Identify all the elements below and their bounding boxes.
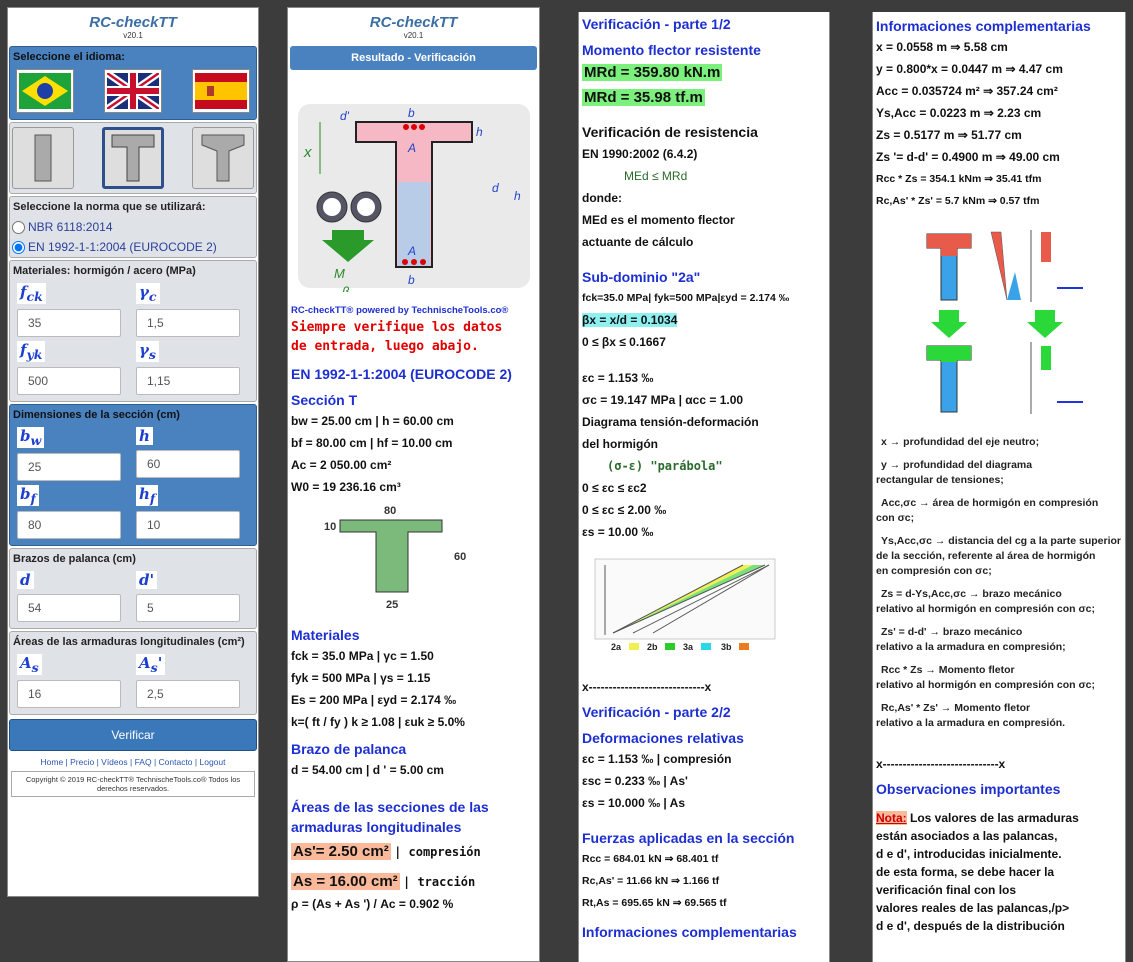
section-line-1: bw = 25.00 cm | h = 60.00 cm [291, 414, 454, 428]
verif-resistance-title: Verificación de resistencia [582, 124, 758, 140]
contact-link[interactable]: Contacto [158, 757, 193, 767]
materials-panel [9, 260, 257, 402]
d-input[interactable]: 54 [17, 594, 121, 622]
materials-title: Materiales: hormigón / acero (MPa) [13, 265, 196, 277]
sigma-c-line: σc = 19.147 MPa | αcc = 1.00 [582, 393, 744, 407]
videos-link[interactable]: Vídeos [101, 757, 128, 767]
dim-bottom: 25 [386, 599, 399, 611]
fck-input[interactable]: 35 [17, 309, 121, 337]
gamma-c-label: $\gamma_c$ [136, 283, 160, 304]
eps-c-line: εc = 1.153 ‰ [582, 371, 654, 385]
bw-label: $b_w$ [17, 427, 44, 448]
bf-label: $b_f$ [17, 485, 39, 506]
d-prime-input[interactable]: 5 [136, 594, 240, 622]
eps-s-line: εs = 10.00 ‰ [582, 525, 654, 539]
rect-section-icon [20, 133, 66, 183]
observations-title: Observaciones importantes [876, 781, 1061, 797]
language-title: Seleccione el idioma: [13, 51, 125, 63]
norm-nbr-radio[interactable] [10, 217, 256, 237]
t-section-icon [110, 133, 156, 183]
tapered-t-section-button[interactable] [192, 127, 254, 189]
fck-label: $f_{ck}$ [17, 283, 46, 304]
app-name: RC-checkTT [89, 14, 177, 31]
verif-part1-title: Verificación - parte 1/2 [582, 16, 731, 32]
med-line-1: MEd es el momento flector [582, 213, 735, 227]
section-line-3: Ac = 2 050.00 cm² [291, 458, 392, 472]
note-y-a: y → profundidad del diagrama [881, 459, 1033, 471]
home-link[interactable]: Home [40, 757, 64, 767]
obs-line-6: valores reales de las palancas,/p> [876, 901, 1070, 915]
areas-panel [9, 631, 257, 715]
flag-spain-button[interactable] [192, 69, 250, 113]
price-link[interactable]: Precio [70, 757, 95, 767]
note-ys-a: Ys,Acc,σc → distancia del cg a la parte superior [881, 535, 1122, 547]
legend-2a: 2a [611, 642, 622, 652]
spain-flag-icon [195, 73, 247, 109]
note-ys-b: de la sección, referente al área de hormigón [876, 550, 1096, 562]
hf-label: $h_f$ [136, 485, 158, 506]
as-input[interactable]: 16 [17, 680, 121, 708]
d-prime-label: d' [136, 571, 157, 589]
info-acc: Acc = 0.035724 m² ⇒ 357.24 cm² [876, 84, 1058, 98]
subdomain-title: Sub-dominio "2a" [582, 269, 701, 285]
lever-arms-panel [9, 548, 257, 629]
material-line-2: fyk = 500 MPa | γs = 1.15 [291, 671, 431, 685]
as-prime-value: As'= 2.50 cm² [293, 843, 389, 860]
result-header: Resultado - Verificación [290, 46, 537, 70]
eps-range-2: 0 ≤ εc ≤ 2.00 ‰ [582, 503, 667, 517]
d-label: d [17, 571, 34, 589]
dim-top: 80 [384, 505, 397, 517]
svg-text:x: x [304, 144, 312, 161]
def-line-1: εc = 1.153 ‰ | compresión [582, 752, 732, 766]
svg-text:h: h [476, 125, 483, 139]
rho-line: ρ = (As + As ') / Ac = 0.902 % [291, 897, 454, 911]
norm-title: EN 1992-1-1:2004 (EUROCODE 2) [291, 366, 512, 382]
svg-text:β: β [342, 284, 350, 292]
norm-title: Seleccione la norma que se utilizará: [13, 201, 206, 213]
eps-range-1: 0 ≤ εc ≤ εc2 [582, 481, 647, 495]
beta-x-range: 0 ≤ βx ≤ 0.1667 [582, 335, 666, 349]
parabola-label: (σ-ε) "parábola" [607, 459, 723, 473]
as-label: $A_s$ [17, 654, 42, 675]
info-ys: Ys,Acc = 0.0223 m ⇒ 2.23 cm [876, 106, 1042, 120]
faq-link[interactable]: FAQ [134, 757, 152, 767]
as-prime-input[interactable]: 2,5 [136, 680, 240, 708]
force-line-3: Rt,As = 695.65 kN ⇒ 69.565 tf [582, 897, 727, 909]
footer-links: Home | Precio | Vídeos | FAQ | Contacto | Logout [40, 757, 226, 767]
bf-input[interactable]: 80 [17, 511, 121, 539]
dim-right: 60 [454, 551, 467, 563]
note-mrcas-a: Rc,As' * Zs' → Momento fletor [881, 702, 1031, 714]
svg-text:M: M [334, 266, 345, 281]
norm-en-label: EN 1992-1-1:2004 (EUROCODE 2) [28, 240, 217, 254]
logout-link[interactable]: Logout [199, 757, 226, 767]
complementary-panel [872, 12, 1126, 962]
legend-3a: 3a [683, 642, 694, 652]
diagram-label-2: del hormigón [582, 437, 658, 451]
hf-input[interactable]: 10 [136, 511, 240, 539]
note-mrcc-a: Rcc * Zs → Momento fletor [881, 664, 1015, 676]
en-reference: EN 1990:2002 (6.4.2) [582, 147, 698, 161]
obs-line-3: d e d', introducidas inicialmente. [876, 847, 1062, 861]
note-y-b: rectangular de tensiones; [876, 474, 1004, 486]
note-acc-a: Acc,σc → área de hormigón en compresión [881, 497, 1099, 509]
norm-nbr-label: NBR 6118:2014 [28, 220, 113, 234]
areas-title: Áreas de las armaduras longitudinales (cm²) [13, 636, 245, 648]
forces-title: Fuerzas aplicadas en la sección [582, 830, 795, 846]
def-line-2: εsc = 0.233 ‰ | As' [582, 774, 688, 788]
powered-by: RC-checkTT® powered by TechnischeTools.co® [291, 305, 509, 316]
verify-button[interactable]: Verificar [9, 719, 257, 751]
fyk-input[interactable]: 500 [17, 367, 121, 395]
svg-text:d: d [492, 181, 499, 195]
obs-line-7: d e d', después de la distribución [876, 919, 1065, 933]
app-version-2: v20.1 [403, 31, 424, 40]
lever-arms-title: Brazos de palanca (cm) [13, 553, 136, 565]
gamma-s-input[interactable]: 1,15 [136, 367, 240, 395]
brazil-flag-icon [19, 73, 71, 109]
svg-text:A: A [408, 141, 417, 155]
norm-en-radio-input[interactable] [12, 241, 25, 254]
section-title: Sección T [291, 392, 358, 408]
h-input[interactable]: 60 [136, 450, 240, 478]
rect-section-button[interactable] [12, 127, 74, 189]
norm-nbr-radio-input[interactable] [12, 221, 25, 234]
as-prime-type: | compresión [394, 845, 481, 859]
note-acc-b: con σc; [876, 512, 915, 524]
lever-arm-line: d = 54.00 cm | d ' = 5.00 cm [291, 763, 444, 777]
mrd-tfm: MRd = 35.98 tf.m [584, 89, 703, 106]
app-name-2: RC-checkTT [369, 14, 458, 31]
as-prime-label: $A_s'$ [136, 654, 165, 675]
dimensions-title: Dimensiones de la sección (cm) [13, 409, 180, 421]
nota-label: Nota: [876, 811, 907, 825]
svg-text:d': d' [340, 109, 349, 123]
obs-line-4: de esta forma, se debe hacer la [876, 865, 1055, 879]
note-zsp-b: relativo a la armadura en compresión; [876, 641, 1066, 653]
app-logo [8, 8, 258, 44]
dim-left: 10 [324, 521, 337, 533]
obs-line-2: están asociados a las palancas, [876, 829, 1058, 843]
note-zs-b: relativo al hormigón en compresión con σc; [876, 603, 1095, 615]
section-type-panel [9, 122, 257, 194]
copyright: Copyright © 2019 RC-checkTT® TechnischeTools.co® Todos los derechos reservados. [11, 771, 255, 797]
donde-label: donde: [582, 191, 622, 205]
t-section-button[interactable] [102, 127, 164, 189]
warning-line-2: de entrada, luego abajo. [291, 339, 479, 354]
info-zs: Zs = 0.5177 m ⇒ 51.77 cm [876, 128, 1022, 142]
subdomain-line-1: fck=35.0 MPa| fyk=500 MPa|εyd = 2.174 ‰ [582, 292, 790, 304]
app-logo-2 [288, 8, 539, 44]
mrd-title: Momento flector resistente [582, 42, 761, 58]
norm-panel [9, 196, 257, 258]
svg-text:A: A [408, 244, 417, 258]
obs-line-5: verificación final con los [876, 883, 1017, 897]
diagram-label-1: Diagrama tensión-deformación [582, 415, 759, 429]
def-line-3: εs = 10.000 ‰ | As [582, 796, 686, 810]
legend-2b: 2b [647, 642, 658, 652]
obs-line-1: Los valores de las armaduras [906, 811, 1079, 825]
as-type: | tracción [403, 875, 476, 889]
separator-1: x-----------------------------x [582, 680, 712, 694]
materials-heading: Materiales [291, 627, 360, 643]
fyk-label: $f_{yk}$ [17, 341, 45, 362]
beta-x-value: βx = x/d = 0.1034 [582, 313, 678, 327]
stress-diagram [887, 222, 1126, 422]
result-panel [287, 7, 540, 962]
areas-heading: Áreas de las secciones de las armaduras longitudinales [291, 799, 489, 835]
t-section-diagram [296, 102, 536, 292]
legend-3b: 3b [721, 642, 732, 652]
svg-text:b: b [408, 273, 415, 287]
section-line-4: W0 = 19 236.16 cm³ [291, 480, 401, 494]
info-rcas-zs: Rc,As' * Zs' = 5.7 kNm ⇒ 0.57 tfm [876, 195, 1040, 207]
bw-input[interactable]: 25 [17, 453, 121, 481]
material-line-4: k=( ft / fy ) k ≥ 1.08 | εuk ≥ 5.0% [291, 715, 465, 729]
app-version: v20.1 [123, 31, 143, 40]
force-line-2: Rc,As' = 11.66 kN ⇒ 1.166 tf [582, 875, 720, 887]
lever-arm-heading: Brazo de palanca [291, 741, 407, 757]
gamma-s-label: $\gamma_s$ [136, 341, 159, 362]
input-panel [7, 7, 259, 897]
complementary-title: Informaciones complementarias [876, 18, 1091, 34]
svg-text:h: h [514, 189, 521, 203]
force-line-1: Rcc = 684.01 kN ⇒ 68.401 tf [582, 853, 719, 865]
info-zs-prime: Zs '= d-d' = 0.4900 m ⇒ 49.00 cm [876, 150, 1060, 164]
note-x: x → profundidad del eje neutro; [881, 436, 1040, 448]
verification-panel [578, 12, 830, 962]
gamma-c-input[interactable]: 1,5 [136, 309, 240, 337]
uk-flag-icon [107, 73, 159, 109]
warning-line-1: Siempre verifique los datos [291, 320, 503, 335]
dimensions-panel [9, 404, 257, 546]
note-ys-c: en compresión con σc; [876, 565, 992, 577]
info-rcc-zs: Rcc * Zs = 354.1 kNm ⇒ 35.41 tfm [876, 173, 1042, 185]
tapered-t-section-icon [200, 133, 246, 183]
t-section-sketch [288, 502, 528, 614]
flag-brazil-button[interactable] [16, 69, 74, 113]
material-line-1: fck = 35.0 MPa | γc = 1.50 [291, 649, 434, 663]
language-panel [9, 46, 257, 120]
separator-2: x-----------------------------x [876, 757, 1006, 771]
note-zs-a: Zs = d-Ys,Acc,σc → brazo mecánico [881, 588, 1062, 600]
complementary-title-cut: Informaciones complementarias [582, 924, 797, 940]
svg-text:b: b [408, 106, 415, 120]
section-line-2: bf = 80.00 cm | hf = 10.00 cm [291, 436, 453, 450]
material-line-3: Es = 200 MPa | εyd = 2.174 ‰ [291, 693, 457, 707]
info-y: y = 0.800*x = 0.0447 m ⇒ 4.47 cm [876, 62, 1063, 76]
note-zsp-a: Zs' = d-d' → brazo mecánico [881, 626, 1023, 638]
mrd-knm: MRd = 359.80 kN.m [584, 64, 721, 81]
norm-en-radio[interactable] [10, 237, 256, 257]
flag-uk-button[interactable] [104, 69, 162, 113]
info-x: x = 0.0558 m ⇒ 5.58 cm [876, 40, 1008, 54]
h-label: h [136, 427, 153, 445]
as-value: As = 16.00 cm² [293, 873, 398, 890]
note-mrcc-b: relativo al hormigón en compresión con σc; [876, 679, 1095, 691]
med-line-2: actuante de cálculo [582, 235, 694, 249]
deformations-title: Deformaciones relativas [582, 730, 744, 746]
verif-part2-title: Verificación - parte 2/2 [582, 704, 731, 720]
domain-diagram [593, 555, 793, 655]
moment-inequality: MEd ≤ MRd [624, 169, 688, 183]
note-mrcas-b: relativo a la armadura en compresión. [876, 717, 1066, 729]
